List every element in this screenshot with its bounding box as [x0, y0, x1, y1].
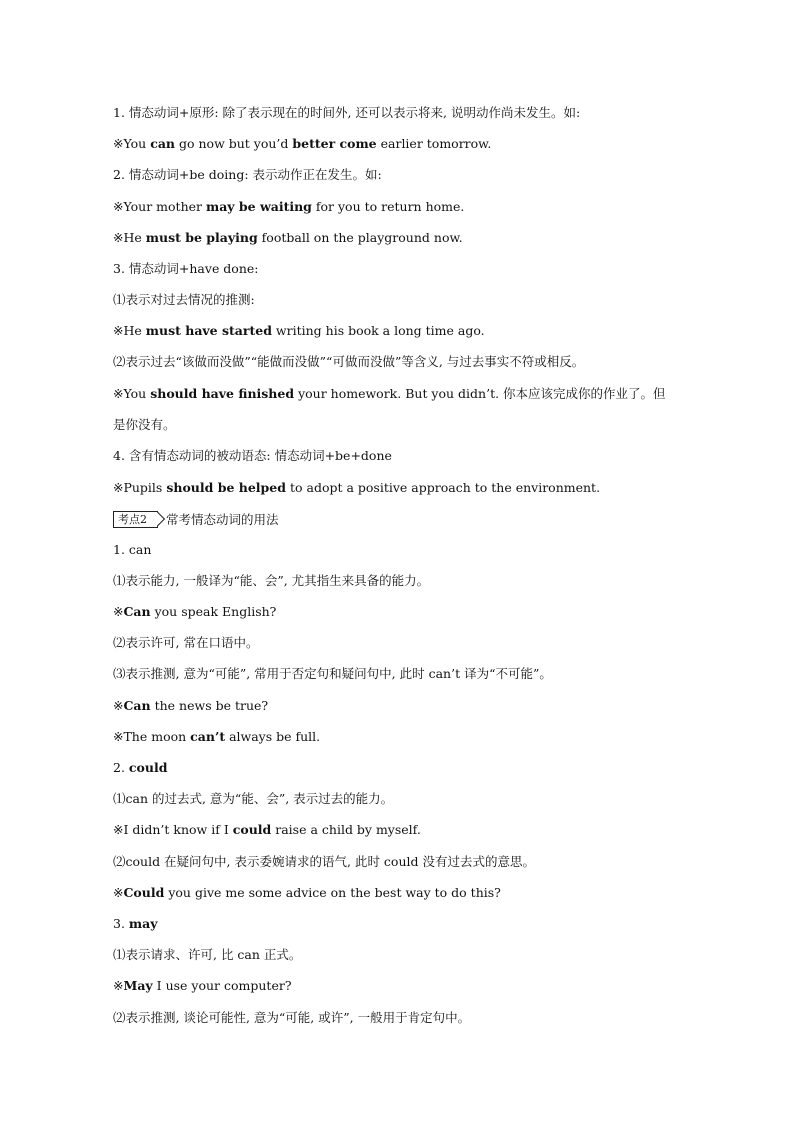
text-run: ⑵表示过去“该做而没做”“能做而没做”“可做而没做”等含义, 与过去事实不符或相反。 [113, 354, 585, 369]
text-line [113, 977, 292, 995]
text-line [113, 728, 320, 746]
text-line [113, 291, 255, 309]
text-run: ※ [113, 978, 124, 993]
text-line [113, 198, 464, 216]
text-run: ※ [113, 885, 124, 900]
text-run: always be full. [225, 729, 321, 744]
text-run: ⑴表示能力, 一般译为“能、会”, 尤其指生来具备的能力。 [113, 573, 430, 588]
text-line [113, 135, 491, 153]
text-line [113, 353, 584, 371]
text-run: 4. 含有情态动词的被动语态: 情态动词+be+done [113, 448, 392, 463]
text-run: 2. [113, 760, 129, 775]
text-run: raise a child by myself. [271, 822, 421, 837]
text-line [113, 759, 167, 777]
text-run: ※He [113, 323, 146, 338]
text-line [113, 416, 176, 434]
text-line [113, 260, 259, 278]
text-run: ⑴can 的过去式, 意为“能、会”, 表示过去的能力。 [113, 791, 394, 806]
text-line [113, 884, 501, 902]
text-run: you give me some advice on the best way to do this? [164, 885, 501, 900]
emphasis-text: May [123, 978, 153, 993]
text-line [113, 697, 268, 715]
text-run: ⑴表示请求、许可, 比 can 正式。 [113, 947, 302, 962]
text-line [113, 665, 552, 683]
emphasis-text: Can [123, 698, 151, 713]
text-line [113, 1009, 470, 1027]
emphasis-text: Could [123, 885, 165, 900]
text-run: ⑴表示对过去情况的推测: [113, 292, 255, 307]
text-run: ※ [113, 604, 124, 619]
emphasis-text: must have started [145, 323, 272, 338]
text-run: go now but you’d [175, 136, 293, 151]
text-run: ※The moon [113, 729, 191, 744]
emphasis-text: can [150, 136, 176, 151]
emphasis-text: should be helped [166, 480, 286, 495]
text-run: ※You [113, 136, 151, 151]
text-run: 2. 情态动词+be doing: 表示动作正在发生。如: [113, 167, 382, 182]
section-heading [113, 509, 279, 529]
text-run: football on the playground now. [257, 230, 463, 245]
text-line [113, 572, 429, 590]
text-run: to adopt a positive approach to the environment. [286, 480, 601, 495]
emphasis-text: could [232, 822, 272, 837]
section-title: 常考情态动词的用法 [166, 512, 279, 527]
text-run: 1. can [113, 542, 152, 557]
text-run: ※You [113, 386, 151, 401]
text-run: writing his book a long time ago. [271, 323, 485, 338]
text-line [113, 322, 485, 340]
emphasis-text: may be waiting [205, 199, 312, 214]
text-run: 3. [113, 916, 129, 931]
text-run: earlier tomorrow. [376, 136, 492, 151]
text-run: ⑵could 在疑问句中, 表示委婉请求的语气, 此时 could 没有过去式的意思。 [113, 854, 535, 869]
text-line [113, 229, 463, 247]
text-line [113, 603, 276, 621]
text-line [113, 790, 393, 808]
text-run: I use your computer? [152, 978, 292, 993]
text-line [113, 821, 421, 839]
text-line [113, 946, 301, 964]
text-line [113, 541, 151, 559]
text-run: 3. 情态动词+have done: [113, 261, 259, 276]
text-line [113, 915, 158, 933]
text-line [113, 447, 392, 465]
text-run: ⑶表示推测, 意为“可能”, 常用于否定句和疑问句中, 此时 can’t 译为“不可能”。 [113, 666, 552, 681]
emphasis-text: can’t [190, 729, 226, 744]
emphasis-text: may [128, 916, 158, 931]
text-run: ⑵表示许可, 常在口语中。 [113, 635, 259, 650]
text-line [113, 166, 382, 184]
emphasis-text: should have finished [150, 386, 295, 401]
text-run: ⑵表示推测, 谈论可能性, 意为“可能, 或许”, 一般用于肯定句中。 [113, 1010, 471, 1025]
text-run: ※I didn’t know if I [113, 822, 233, 837]
chevron-right-icon [151, 511, 165, 525]
text-line [113, 479, 600, 497]
section-badge [113, 511, 158, 528]
text-run: 1. 情态动词+原形: 除了表示现在的时间外, 还可以表示将来, 说明动作尚未发生。如: [113, 105, 581, 120]
text-run: for you to return home. [311, 199, 465, 214]
emphasis-text: must be playing [145, 230, 258, 245]
text-line [113, 853, 535, 871]
emphasis-text: could [128, 760, 168, 775]
text-run: ※He [113, 230, 146, 245]
emphasis-text: Can [123, 604, 151, 619]
section-badge-label: 考点2 [118, 512, 147, 526]
text-run: 是你没有。 [113, 417, 176, 432]
text-line [113, 634, 258, 652]
text-run: you speak English? [150, 604, 277, 619]
text-run: ※Your mother [113, 199, 206, 214]
emphasis-text: better come [292, 136, 377, 151]
text-run: your homework. But you didn’t. 你本应该完成你的作业了。但 [294, 386, 666, 401]
text-run: the news be true? [150, 698, 269, 713]
text-run: ※ [113, 698, 124, 713]
text-line [113, 104, 580, 122]
text-run: ※Pupils [113, 480, 167, 495]
text-line [113, 385, 666, 403]
